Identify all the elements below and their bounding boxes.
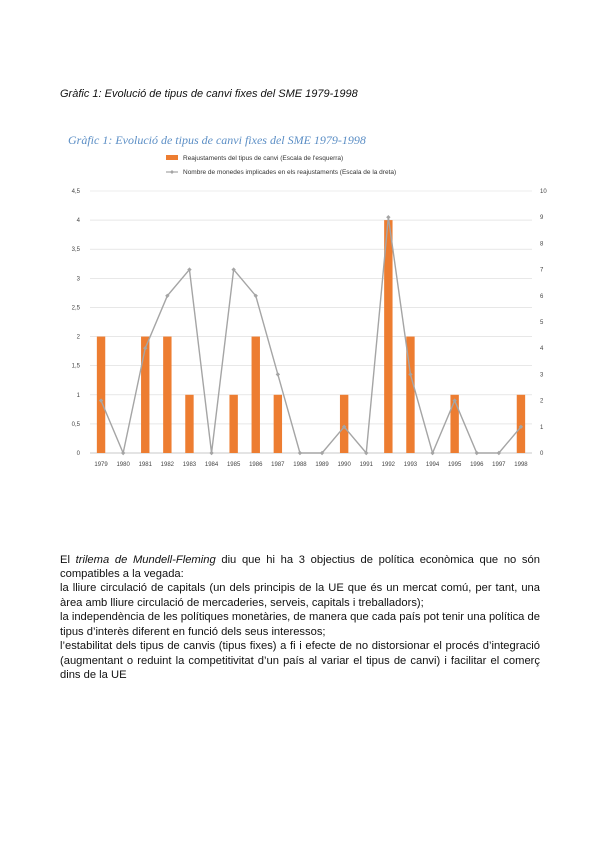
line-point — [298, 451, 302, 455]
y-left-tick-label: 1 — [76, 392, 80, 399]
y-right-tick-label: 6 — [540, 293, 544, 300]
bullet-item — [60, 639, 540, 682]
bar — [97, 337, 105, 453]
x-tick-label: 1979 — [94, 462, 108, 468]
legend-label-line: Nombre de monedes implicades en els reajustaments (Escala de la dreta) — [183, 169, 397, 176]
bar — [185, 395, 193, 453]
y-left-tick-label: 3 — [76, 276, 80, 283]
chart-title: Gràfic 1: Evolució de tipus de canvi fixes del SME 1979-1998 — [68, 133, 366, 147]
y-left-tick-label: 4,5 — [71, 189, 80, 195]
chart-svg — [62, 133, 552, 478]
x-tick-label: 1996 — [470, 462, 484, 468]
legend-swatch-marker — [170, 170, 174, 174]
line-point — [121, 451, 125, 455]
y-right-tick-label: 4 — [540, 346, 544, 353]
y-left-tick-label: 2,5 — [71, 305, 80, 312]
y-right-tick-label: 7 — [540, 267, 544, 274]
y-left-tick-label: 0 — [76, 451, 80, 457]
x-tick-label: 1991 — [359, 462, 373, 468]
bar — [340, 395, 348, 453]
x-tick-label: 1986 — [249, 462, 263, 468]
x-tick-label: 1987 — [271, 462, 285, 468]
x-tick-label: 1993 — [403, 462, 418, 468]
y-left-tick-label: 4 — [76, 218, 80, 225]
body-text — [60, 553, 540, 682]
x-tick-label: 1995 — [447, 462, 462, 468]
bar — [229, 395, 237, 453]
y-left-tick-label: 1,5 — [71, 363, 80, 370]
x-tick-label: 1985 — [226, 462, 241, 468]
legend-swatch-bars — [166, 155, 178, 160]
line-point — [386, 215, 390, 219]
bar — [163, 337, 171, 453]
y-right-tick-label: 2 — [540, 398, 544, 405]
bullet-text: la independència de les polítiques monetàries, de manera que cada país pot tenir una política de tipus d’interès diferent en funció dels seus interessos; — [60, 611, 540, 638]
y-right-tick-label: 8 — [540, 241, 544, 248]
y-left-tick-label: 3,5 — [71, 247, 80, 254]
bar — [141, 337, 149, 453]
bullet-item — [60, 581, 540, 610]
x-tick-label: 1990 — [337, 462, 351, 468]
y-right-tick-label: 9 — [540, 215, 544, 222]
intro-paragraph — [60, 553, 540, 581]
bar — [450, 395, 458, 453]
intro-post: diu que hi ha 3 objectius de política econòmica que no són compatibles a la vegada: — [60, 554, 540, 580]
y-right-tick-label: 1 — [540, 424, 544, 431]
chart-container — [62, 133, 552, 478]
y-left-tick-label: 2 — [76, 334, 80, 341]
legend-label-bars: Reajustaments del tipus de canvi (Escala de l'esquerra) — [183, 155, 344, 162]
bar — [517, 395, 525, 453]
x-tick-label: 1988 — [293, 462, 307, 468]
line-point — [276, 372, 280, 376]
x-tick-label: 1982 — [160, 462, 175, 468]
x-tick-label: 1983 — [182, 462, 197, 468]
y-left-tick-label: 0,5 — [71, 421, 80, 428]
x-tick-label: 1998 — [514, 462, 528, 468]
x-tick-label: 1980 — [116, 462, 130, 468]
bullet-text: la lliure circulació de capitals (un dels principis de la UE que és un mercat comú, per tant, una àrea amb lliure circulació de mercaderies, serveis, capitals i treballadors); — [60, 582, 540, 609]
x-tick-label: 1984 — [204, 462, 219, 468]
bar — [274, 395, 282, 453]
bullet-text: l’estabilitat dels tipus de canvis (tipus fixes) a fi i efecte de no distorsionar el procés d’integració (augmentant o reduint la competitivitat d’un país al variar el tipus de canvi) i facilitar el comerç dins de la UE — [60, 640, 540, 681]
x-tick-label: 1994 — [425, 462, 440, 468]
intro-pre: El — [60, 554, 76, 566]
chart-caption: Gràfic 1: Evolució de tipus de canvi fixes del SME 1979-1998 — [60, 88, 358, 100]
y-right-tick-label: 5 — [540, 320, 544, 326]
x-tick-label: 1997 — [492, 462, 506, 468]
bar — [252, 337, 260, 453]
y-right-tick-label: 3 — [540, 372, 544, 379]
bullet-item — [60, 610, 540, 639]
line-point — [209, 451, 213, 455]
y-right-tick-label: 0 — [540, 451, 544, 457]
line-point — [430, 451, 434, 455]
x-tick-label: 1992 — [381, 462, 396, 468]
intro-term: trilema de Mundell-Fleming — [75, 554, 216, 566]
x-tick-label: 1981 — [138, 462, 152, 468]
line-point — [475, 451, 479, 455]
x-tick-label: 1989 — [315, 462, 329, 468]
y-right-tick-label: 10 — [540, 189, 547, 195]
